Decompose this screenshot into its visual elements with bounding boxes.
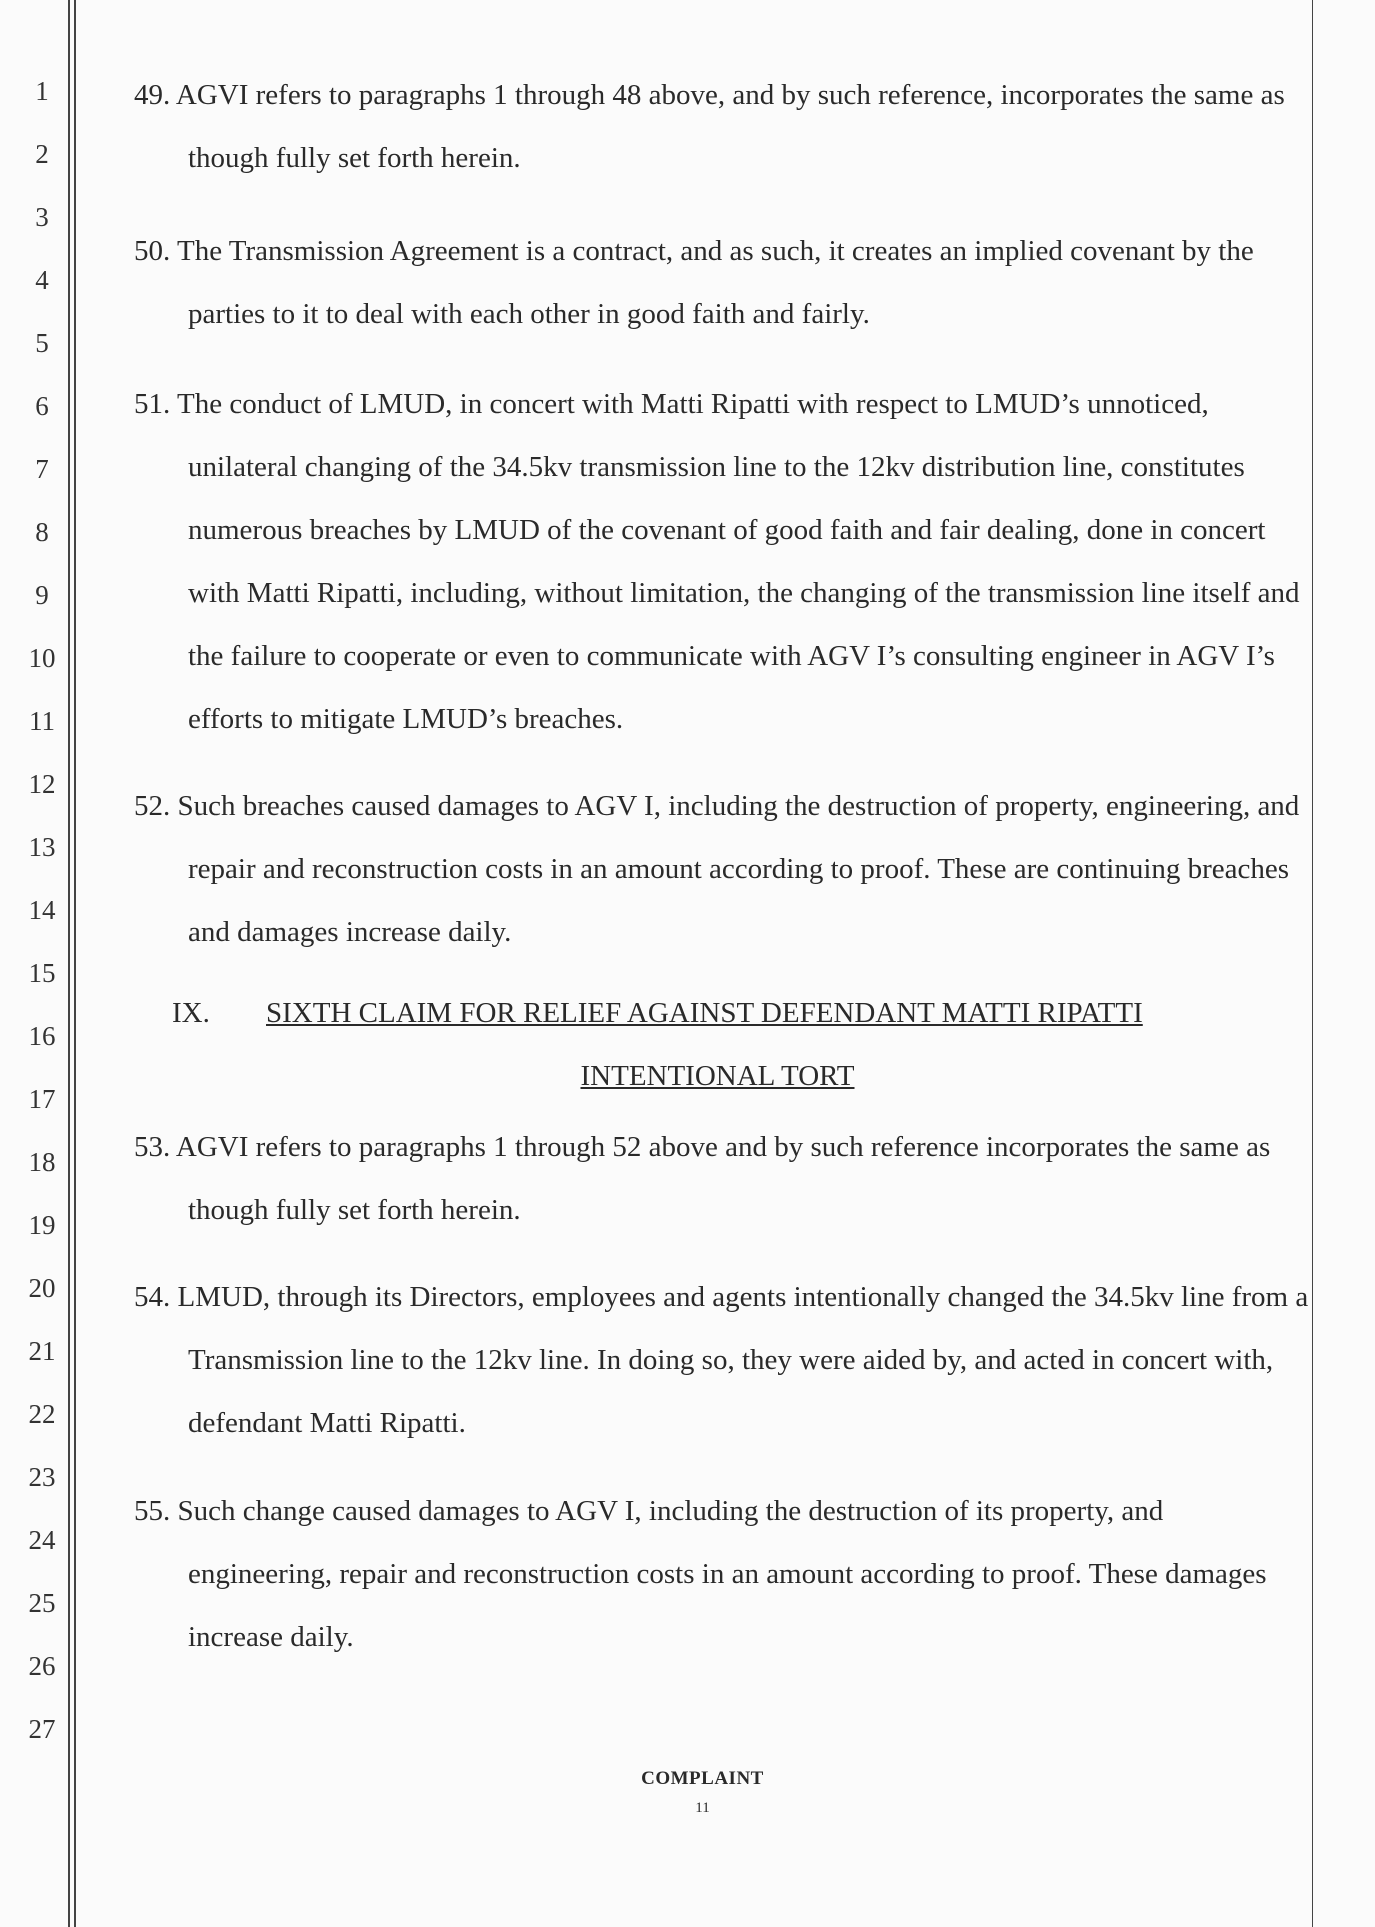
line-number: 8 [35,517,49,547]
paragraph-number: 54. [134,1281,171,1313]
line-number: 1 [35,76,49,106]
line-number: 2 [35,139,49,169]
line-number: 20 [28,1273,56,1303]
left-margin-rule-inner [74,0,76,1927]
line-number: 4 [35,265,49,295]
line-number: 23 [28,1462,56,1492]
line-number: 27 [28,1714,56,1744]
paragraph-55 [134,1480,1309,1669]
paragraph-number: 51. [134,388,171,420]
section-subtitle: INTENTIONAL TORT [580,1060,855,1092]
paragraph-text: AGVI refers to paragraphs 1 through 52 above and by such reference incorporates the same as though fully set forth herein. [175,1131,1271,1226]
line-number: 24 [28,1525,56,1555]
page-number: 11 [695,1800,710,1816]
section-roman-numeral: IX. [172,997,210,1029]
paragraph-number: 52. [134,790,171,822]
section-title: SIXTH CLAIM FOR RELIEF AGAINST DEFENDANT MATTI RIPATTI [266,997,1143,1029]
line-number: 13 [28,832,56,862]
line-number: 14 [28,895,56,925]
paragraph-text: LMUD, through its Directors, employees and agents intentionally changed the 34.5kv line from a Transmission line to the 12kv line. In doing so, they were aided by, and acted in concert with, defendant Matti Ripatti. [177,1281,1309,1439]
line-number: 3 [35,202,49,232]
paragraph-text: The Transmission Agreement is a contract, and as such, it creates an implied covenant by the parties to it to deal with each other in good faith and fairly. [176,235,1254,330]
paragraph-number: 55. [134,1495,171,1527]
line-number: 9 [35,580,49,610]
paragraph-text: Such change caused damages to AGV I, including the destruction of its property, and engineering, repair and reconstruction costs in an amount according to proof. These damages increase daily. [177,1495,1267,1653]
line-number: 21 [28,1336,56,1366]
line-number: 16 [28,1021,56,1051]
paragraph-54 [134,1266,1309,1455]
line-number: 22 [28,1399,56,1429]
line-number: 11 [29,706,55,736]
line-number: 26 [28,1651,56,1681]
paragraph-51 [134,373,1309,751]
paragraph-text: The conduct of LMUD, in concert with Matti Ripatti with respect to LMUD’s unnoticed, unilateral changing of the 34.5kv transmission line to the 12kv distribution line, constitutes numerous breaches by LMUD of the covenant of good faith and fair dealing, done in concert with Matti Ripatti, including, without limitation, the changing of the transmission line itself and the failure to cooperate or even to communicate with AGV I’s consulting engineer in AGV I’s efforts to mitigate LMUD’s breaches. [176,388,1300,735]
paragraph-number: 50. [134,235,171,267]
right-margin-rule [1312,0,1313,1927]
left-margin-rule-outer [68,0,70,1927]
section-heading [172,993,1143,1033]
line-number: 17 [28,1084,56,1114]
line-number: 6 [35,391,49,421]
line-number: 25 [28,1588,56,1618]
line-number: 15 [28,958,56,988]
line-number: 7 [35,454,49,484]
paragraph-text: AGVI refers to paragraphs 1 through 48 above, and by such reference, incorporates the same as though fully set forth herein. [175,79,1285,174]
paragraph-text: Such breaches caused damages to AGV I, including the destruction of property, engineering, and repair and reconstruction costs in an amount according to proof. These are continuing breaches and damages increase daily. [177,790,1300,948]
line-number: 5 [35,328,49,358]
line-number: 19 [28,1210,56,1240]
paragraph-53 [134,1116,1309,1242]
line-number: 12 [28,769,56,799]
paragraph-number: 49. [134,79,171,111]
footer-title: COMPLAINT [641,1768,764,1789]
paragraph-52 [134,775,1309,964]
paragraph-49 [134,64,1309,190]
line-number: 18 [28,1147,56,1177]
line-number: 10 [28,643,56,673]
paragraph-50 [134,220,1309,346]
paragraph-number: 53. [134,1131,171,1163]
